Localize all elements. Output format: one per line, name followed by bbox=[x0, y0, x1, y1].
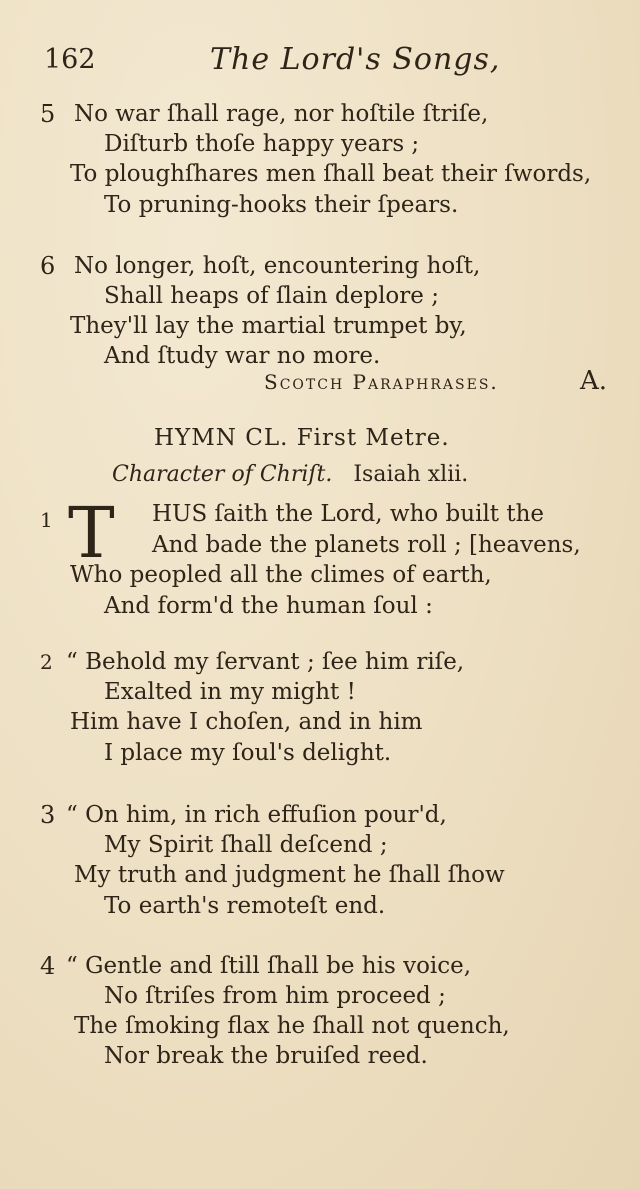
verse-line: The ſmoking flax he ſhall not quench, bbox=[74, 1013, 510, 1039]
verse-line: To earth's remoteſt end. bbox=[104, 893, 386, 919]
running-title: The Lord's Songs, bbox=[210, 42, 501, 77]
stanza-number: 4 bbox=[40, 952, 56, 980]
verse-line: Who peopled all the climes of earth, bbox=[70, 562, 492, 588]
stanza-number: 6 bbox=[40, 252, 56, 280]
verse-line: “ On him, in rich effuſion pour'd, bbox=[66, 802, 447, 828]
stanza-number: 2 bbox=[40, 650, 53, 674]
hymn-title: HYMN CL. First Metre. bbox=[154, 425, 450, 451]
drop-cap: T bbox=[68, 492, 115, 574]
verse-line: Diſturb thoſe happy years ; bbox=[104, 131, 420, 157]
verse-line: Shall heaps of ſlain deplore ; bbox=[104, 283, 439, 309]
verse-line: My truth and judgment he ſhall ſhow bbox=[74, 862, 505, 888]
verse-line: To ploughſhares men ſhall beat their ſwords, bbox=[70, 161, 592, 187]
verse-line: Nor break the bruiſed reed. bbox=[104, 1043, 428, 1069]
verse-line: And ſtudy war no more. bbox=[104, 343, 381, 369]
verse-line: Him have I choſen, and in him bbox=[70, 709, 423, 735]
verse-line: Exalted in my might ! bbox=[104, 679, 356, 705]
page-number: 162 bbox=[44, 44, 96, 75]
scripture-reference: Isaiah xlii. bbox=[353, 462, 469, 487]
verse-line: No ſtriſes from him proceed ; bbox=[104, 983, 446, 1009]
running-header bbox=[40, 42, 600, 82]
verse-line: No war ſhall rage, nor hoſtile ſtriſe, bbox=[74, 101, 489, 127]
verse-line: To pruning-hooks their ſpears. bbox=[104, 192, 459, 218]
verse-line: And form'd the human ſoul : bbox=[104, 593, 433, 619]
stanza-number: 3 bbox=[40, 801, 56, 829]
attribution: Scotch Paraphrases. bbox=[264, 370, 499, 394]
verse-line: No longer, hoſt, encountering hoſt, bbox=[74, 253, 481, 279]
verse-line: My Spirit ſhall deſcend ; bbox=[104, 832, 388, 858]
verse-line: HUS ſaith the Lord, who built the bbox=[152, 501, 545, 527]
hymn-subtitle bbox=[112, 462, 468, 487]
verse-line: And bade the planets roll ; [heavens, bbox=[152, 532, 581, 558]
verse-line: They'll lay the martial trumpet by, bbox=[70, 313, 467, 339]
stanza-number: 1 bbox=[40, 508, 53, 532]
verse-line: “ Gentle and ſtill ſhall be his voice, bbox=[66, 953, 472, 979]
verse-line: I place my ſoul's delight. bbox=[104, 740, 392, 766]
stanza-number: 5 bbox=[40, 100, 56, 128]
hymn-subject: Character of Chriſt. bbox=[112, 462, 333, 487]
attribution-letter: A. bbox=[580, 366, 608, 396]
verse-line: “ Behold my ſervant ; ſee him riſe, bbox=[66, 649, 465, 675]
